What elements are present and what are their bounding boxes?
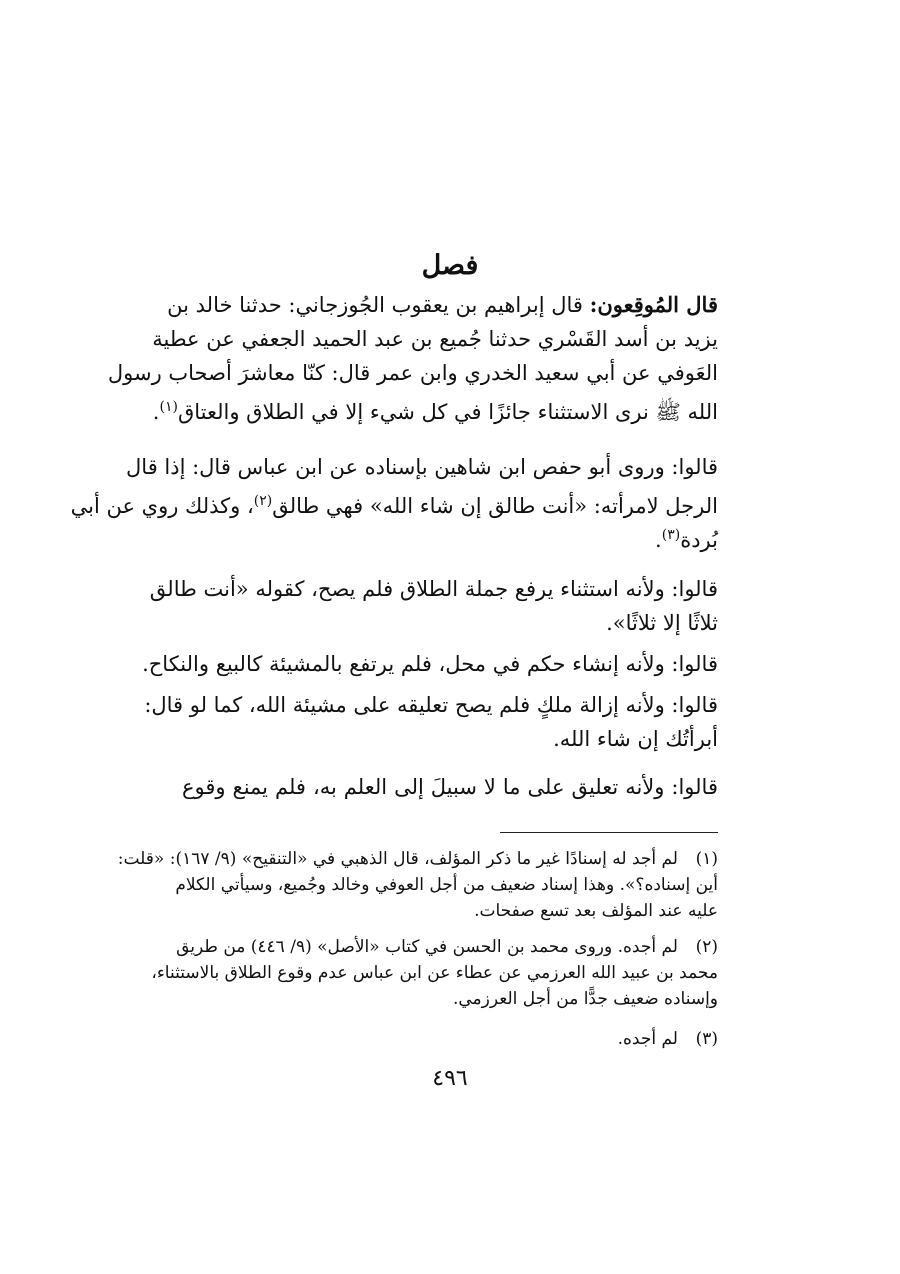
footnote-number: (٢) [695, 937, 718, 957]
text-line: ثلاثًا إلا ثلاثًا». [606, 611, 718, 635]
paragraph-1 [107, 288, 718, 424]
line-tail: ، وكذلك روي عن أبي [70, 494, 254, 518]
text-line [182, 518, 718, 552]
paragraph-6 [182, 770, 718, 804]
line-tail: . [152, 400, 160, 424]
text-line: يزيد بن أسد القَسْري حدثنا جُميع بن عبد الحميد الجعفي عن عطية [152, 327, 718, 351]
footnote-line: لم أجده. وروى محمد بن الحسن في كتاب «الأصل» (٩/ ٤٤٦) من طريق [176, 937, 678, 957]
footnote-line: عليه عند المؤلف بعد تسع صفحات. [474, 901, 718, 921]
line-tail: . [655, 528, 662, 552]
paragraph-3 [149, 572, 718, 640]
footnote-ref-3[interactable]: (٣) [661, 527, 681, 543]
line-text: الله ﷺ نرى الاستثناء جائزًا في كل شيء إلا في الطلاق والعتاق [177, 400, 718, 424]
footnote-line: لم أجده. [617, 1029, 678, 1049]
text-line [167, 288, 718, 322]
text-line [152, 390, 718, 424]
text-line: قالوا: ولأنه استثناء يرفع جملة الطلاق فلم يصح، كقوله «أنت طالق [149, 577, 718, 601]
paragraph-5 [144, 688, 718, 756]
footnote-divider [500, 832, 718, 833]
section-heading: فصل [421, 250, 479, 281]
footnote-2 [151, 934, 718, 1012]
footnote-number: (١) [695, 849, 718, 869]
text-line [70, 484, 718, 518]
footnote-line: لم أجد له إسنادًا غير ما ذكر المؤلف، قال الذهبي في «التنقيح» (٩/ ١٦٧): «قلت: [117, 849, 678, 869]
footnote-line: أين إسناده؟». وهذا إسناد ضعيف من أجل العوفي وخالد وجُميع، وسيأتي الكلام [175, 875, 718, 895]
footnote-1 [117, 846, 718, 924]
line-text: قال إبراهيم بن يعقوب الجُوزجاني: حدثنا خالد بن [167, 293, 590, 317]
footnote-3 [182, 1026, 718, 1052]
text-line: العَوفي عن أبي سعيد الخدري وابن عمر قال: كنّا معاشرَ أصحاب رسول [107, 361, 718, 385]
line-text: الرجل لامرأته: «أنت طالق إن شاء الله» فهي طالق [272, 494, 718, 518]
footnote-ref-2[interactable]: (٢) [253, 493, 273, 509]
speaker-label: قال المُوقِعون: [589, 292, 718, 317]
text-line: قالوا: وروى أبو حفص ابن شاهين بإسناده عن ابن عباس قال: إذا قال [126, 455, 718, 479]
paragraph-2 [70, 450, 718, 552]
text-line: قالوا: ولأنه إزالة ملكٍ فلم يصح تعليقه على مشيئة الله، كما لو قال: [144, 693, 718, 717]
text-line: قالوا: ولأنه تعليق على ما لا سبيلَ إلى العلم به، فلم يمنع وقوع [182, 775, 718, 799]
footnote-ref-1[interactable]: (١) [159, 399, 178, 415]
footnote-line: محمد بن عبيد الله العرزمي عن عطاء عن ابن عباس عدم وقوع الطلاق بالاستثناء، [151, 963, 718, 983]
paragraph-4 [142, 647, 718, 681]
footnote-number: (٣) [695, 1029, 718, 1049]
text-line: قالوا: ولأنه إنشاء حكم في محل، فلم يرتفع بالمشيئة كالبيع والنكاح. [142, 652, 718, 676]
text-line: أبرأتُك إن شاء الله. [553, 727, 718, 751]
line-text: بُردة [680, 528, 718, 552]
footnote-line: وإسناده ضعيف جدًّا من أجل العرزمي. [452, 989, 718, 1009]
page-number: ٤٩٦ [432, 1066, 468, 1091]
